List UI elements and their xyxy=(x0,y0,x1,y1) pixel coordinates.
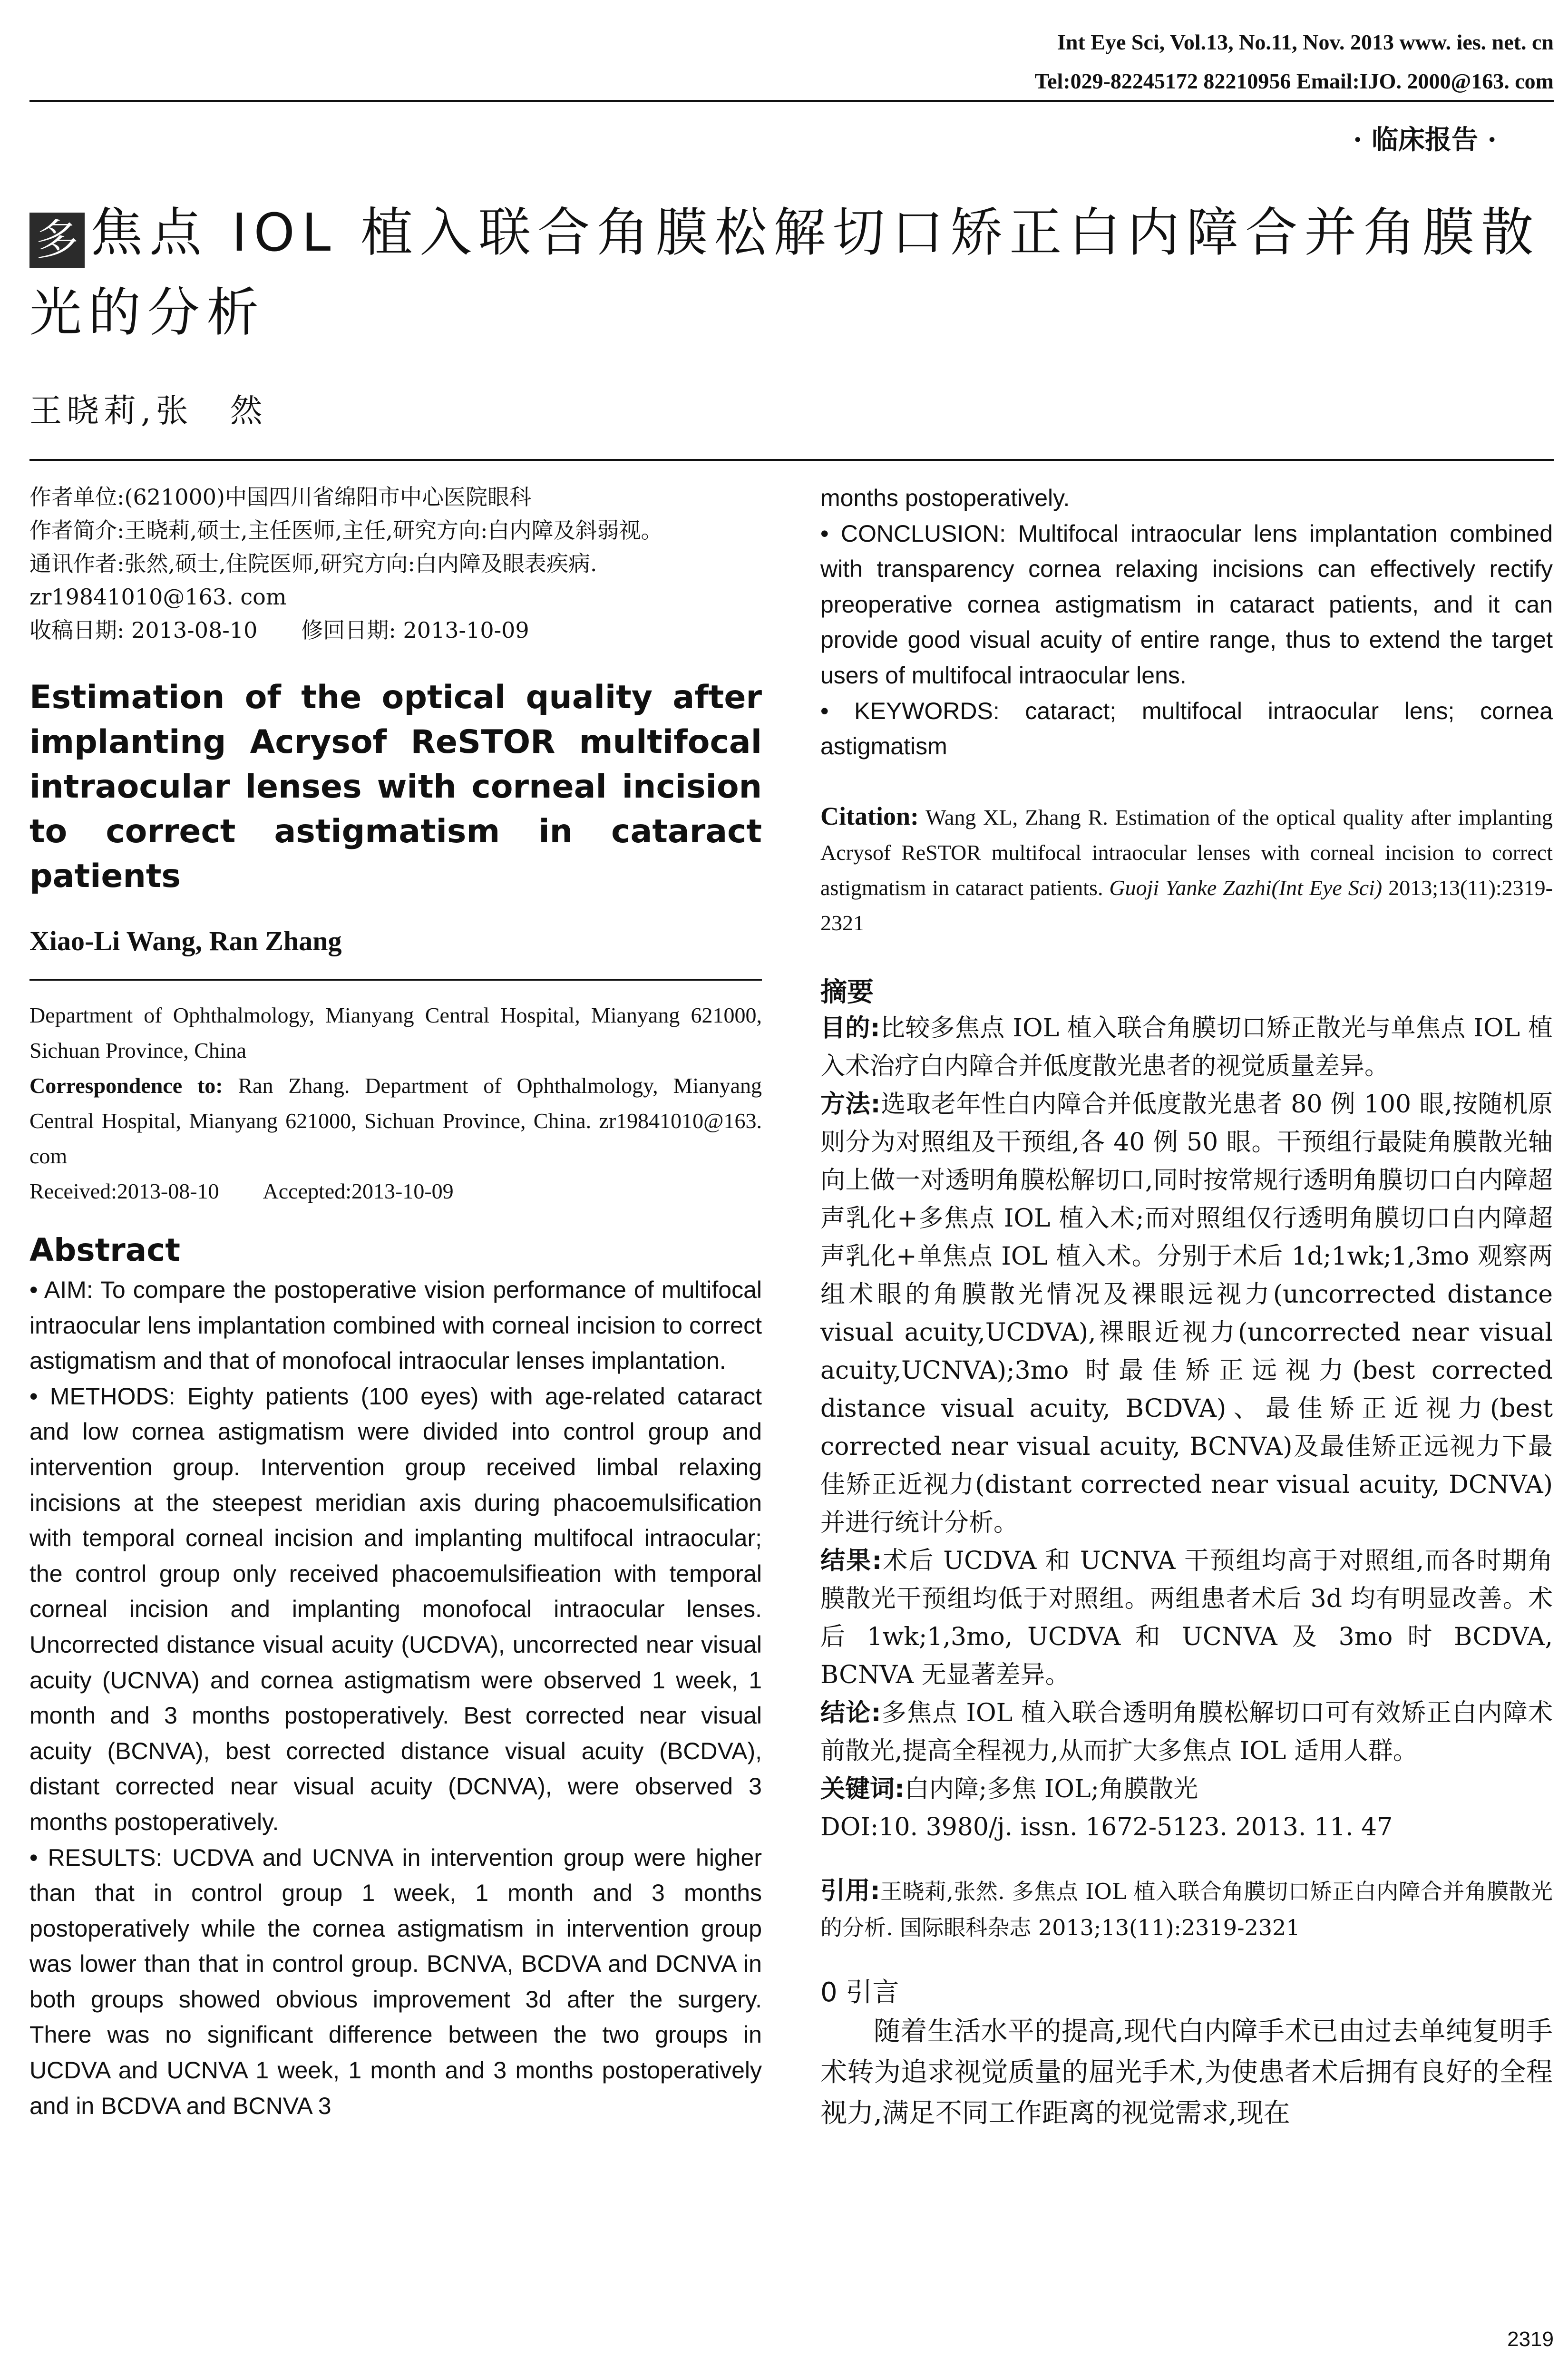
cn-results-text: 术后 UCDVA 和 UCNVA 干预组均高于对照组,而各时期角膜散光干预组均低于对照组。两组患者术后 3d 均有明显改善。术后 1wk;1,3mo, UCDVA 和 UCNVA 及 3mo 时 BCDVA, BCNVA 无显著差异。 xyxy=(820,1546,1553,1689)
citation-tail: 2013;13(11):2319-2321 xyxy=(820,875,1553,935)
cn-conclusion-text: 多焦点 IOL 植入联合透明角膜松解切口可有效矫正白内障术前散光,提高全程视力,从而扩大多焦点 IOL 适用人群。 xyxy=(820,1698,1553,1765)
cn-abstract-keywords xyxy=(820,1770,1553,1808)
left-column xyxy=(29,480,762,2124)
citation xyxy=(820,799,1553,941)
cn-citation-label: 引用: xyxy=(820,1876,880,1905)
cn-aim-text: 比较多焦点 IOL 植入联合角膜切口矫正散光与单焦点 IOL 植入术治疗白内障合并低度散光患者的视觉质量差异。 xyxy=(820,1013,1553,1081)
cn-methods-label: 方法: xyxy=(820,1090,881,1119)
authors-cn: 王晓莉,张 然 xyxy=(29,392,267,430)
english-department: Department of Ophthalmology, Mianyang Central Hospital, Mianyang 621000, Sichuan Province, China xyxy=(29,1003,762,1062)
english-title: Estimation of the optical quality after implanting Acrysof ReSTOR multifocal intraocular lenses with corneal incision to correct astigmatism in cataract patients xyxy=(29,679,762,895)
cn-abstract-conclusion xyxy=(820,1694,1553,1770)
intro-heading: 0 引言 xyxy=(820,1977,899,2008)
title-rule xyxy=(29,459,1554,461)
header-line-2: Tel:029-82245172 82210956 Email:IJO. 2000@163. com xyxy=(1034,69,1554,93)
correspondence-text: Ran Zhang. Department of Ophthalmology, Mianyang Central Hospital, Mianyang 621000, Sichuan Province, China. zr19841010@163. com xyxy=(29,1073,762,1168)
cn-abstract-heading: 摘要 xyxy=(820,976,874,1008)
abstract-results: • RESULTS: UCDVA and UCNVA in intervention group were higher than that in control group 1 week, 1 month and 3 months postoperatively while the cornea astigmatism in intervention group was lower than that in control group. BCNVA, BCDVA and DCNVA in both groups showed obvious improvement 3d after the surgery. There was no significant difference between the two groups in UCDVA and UCNVA 1 week, 1 month and 3 months postoperatively and in BCDVA and BCNVA 3 xyxy=(29,1844,762,2119)
correspondence-label: Correspondence to: xyxy=(29,1073,223,1098)
header-line-1: Int Eye Sci, Vol.13, No.11, Nov. 2013 www. ies. net. cn xyxy=(1057,30,1554,54)
english-rule xyxy=(29,979,762,981)
abstract-conclusion: • CONCLUSION: Multifocal intraocular lens implantation combined with transparency cornea relaxing incisions can effectively rectify preoperative cornea astigmatism in cataract patients, and it can provide good visual acuity of entire range, thus to extend the target users of multifocal intraocular lens. xyxy=(820,520,1553,689)
english-received: Received:2013-08-10 Accepted:2013-10-09 xyxy=(29,1179,454,1203)
article-title xyxy=(29,193,1542,352)
section-tag: · 临床报告 · xyxy=(1353,124,1497,156)
abstract-keywords: • KEYWORDS: cataract; multifocal intraocular lens; cornea astigmatism xyxy=(820,697,1553,760)
abstract-methods: • METHODS: Eighty patients (100 eyes) with age-related cataract and low cornea astigmatism were divided into control group and intervention group. Intervention group received limbal relaxing incisions at the steepest meridian axis during phacoemulsification with temporal corneal incision and implanting multifocal intraocular; the control group only received phacoemulsifieation with temporal corneal incision and implanting monofocal intraocular lenses. Uncorrected distance visual acuity (UCDVA), uncorrected near visual acuity (UCNVA) and cornea astigmatism were observed 1 week, 1 month and 3 months postoperatively. Best corrected near visual acuity (BCNVA), best corrected distance visual acuity (BCDVA), distant corrected near visual acuity (DCNVA), were observed 3 months postoperatively. xyxy=(29,1383,762,1835)
header-rule xyxy=(29,100,1554,102)
cn-results-label: 结果: xyxy=(820,1546,882,1575)
citation-journal: Guoji Yanke Zazhi(Int Eye Sci) xyxy=(1109,875,1383,900)
author-bio-cn: 作者简介:王晓莉,硕士,主任医师,主任,研究方向:白内障及斜弱视。 xyxy=(29,517,663,543)
right-column xyxy=(820,480,1553,2134)
intro-paragraph: 随着生活水平的提高,现代白内障手术已由过去单纯复明手术转为追求视觉质量的屈光手术,为使患者术后拥有良好的全程视力,满足不同工作距离的视觉需求,现在 xyxy=(820,2016,1553,2129)
cn-aim-label: 目的: xyxy=(820,1013,880,1042)
dates-cn: 收稿日期: 2013-08-10 修回日期: 2013-10-09 xyxy=(29,617,529,643)
abstract-aim: • AIM: To compare the postoperative vision performance of multifocal intraocular lens implantation combined with corneal incision to correct astigmatism and that of monofocal intraocular lenses implantation. xyxy=(29,1276,762,1374)
cn-abstract-methods xyxy=(820,1085,1553,1542)
cn-keywords-label: 关键词: xyxy=(820,1774,905,1803)
cn-citation-text: 王晓莉,张然. 多焦点 IOL 植入联合角膜切口矫正白内障合并角膜散光的分析. 国际眼科杂志 2013;13(11):2319-2321 xyxy=(820,1878,1553,1940)
page-number: 2319 xyxy=(1507,2328,1554,2351)
abstract-heading: Abstract xyxy=(29,1232,180,1268)
english-correspondence xyxy=(29,1068,762,1174)
cn-citation xyxy=(820,1873,1553,1946)
english-authors: Xiao-Li Wang, Ran Zhang xyxy=(29,925,342,956)
cn-keywords-text: 白内障;多焦 IOL;角膜散光 xyxy=(904,1774,1198,1803)
citation-text: Wang XL, Zhang R. Estimation of the optical quality after implanting Acrysof ReSTOR multifocal intraocular lenses with corneal incision to correct astigmatism in cataract patients. xyxy=(820,805,1553,900)
cn-doi: DOI:10. 3980/j. issn. 1672-5123. 2013. 11. 47 xyxy=(820,1812,1393,1841)
cn-methods-text: 选取老年性白内障合并低度散光患者 80 例 100 眼,按随机原则分为对照组及干预组,各 40 例 50 眼。干预组行最陡角膜散光轴向上做一对透明角膜松解切口,同时按常规行透明角膜切口白内障超声乳化+多焦点 IOL 植入术;而对照组仅行透明角膜切口白内障超声乳化+单焦点 IOL 植入术。分别于术后 1d;1wk;1,3mo 观察两组术眼的角膜散光情况及裸眼远视力(uncorrected distance visual acuity,UCDVA),裸眼近视力(uncorrected near visual acuity,UCNVA);3mo 时最佳矫正远视力(best corrected distance visual acuity, BCDVA)、最佳矫正近视力(best corrected near visual acuity, BCNVA)及最佳矫正远视力下最佳矫正近视力(distant corrected near visual acuity, DCNVA)并进行统计分析。 xyxy=(820,1090,1553,1537)
citation-label: Citation: xyxy=(820,801,919,830)
journal-header xyxy=(1035,23,1554,101)
cn-conclusion-label: 结论: xyxy=(820,1698,881,1727)
title-badge: 多 xyxy=(29,213,85,268)
cn-abstract-aim xyxy=(820,1009,1553,1085)
abstract-results-continued: months postoperatively. xyxy=(820,485,1070,511)
cn-abstract-results xyxy=(820,1542,1553,1694)
author-affiliation-cn: 作者单位:(621000)中国四川省绵阳市中心医院眼科 xyxy=(29,484,531,510)
title-text: 焦点 IOL 植入联合角膜松解切口矫正白内障合并角膜散光的分析 xyxy=(29,202,1540,343)
corresponding-author-cn: 通讯作者:张然,硕士,住院医师,研究方向:白内障及眼表疾病. zr19841010@163. com xyxy=(29,551,597,610)
